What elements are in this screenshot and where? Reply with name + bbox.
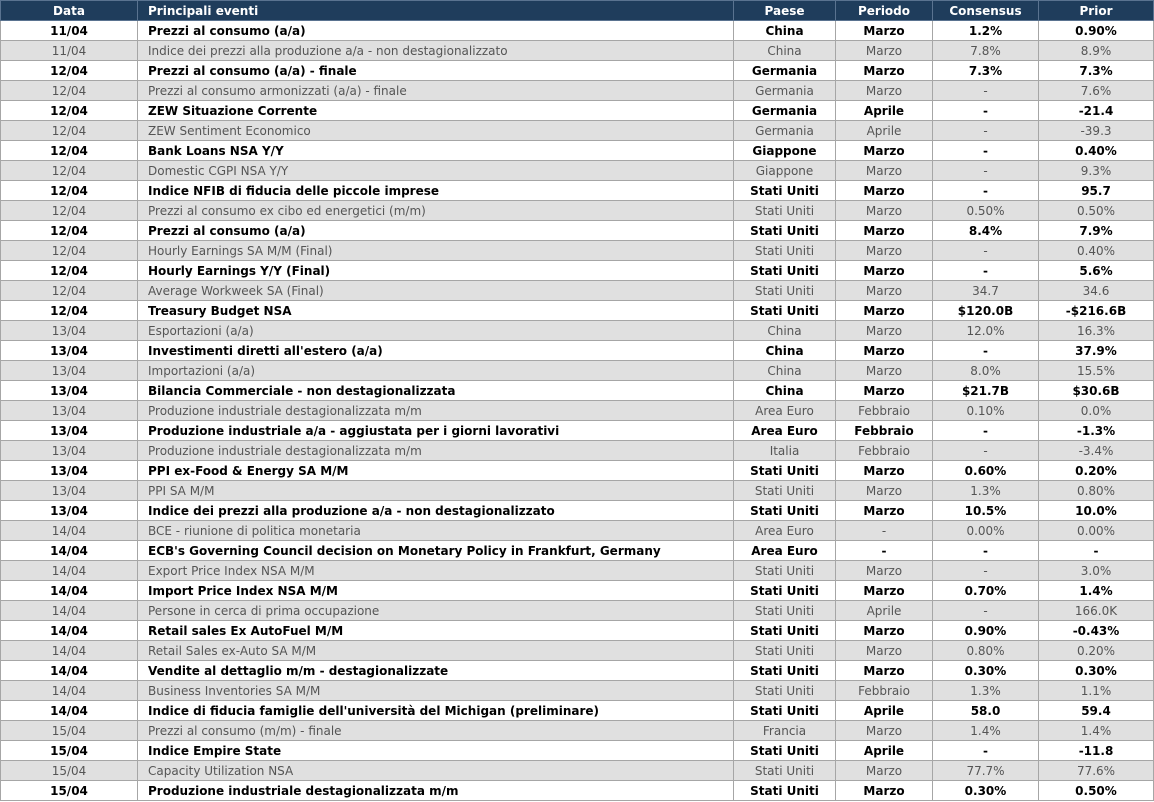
table-row [1,421,1154,441]
cell-country: Stati Uniti [734,561,836,581]
cell-date: 11/04 [1,41,138,61]
cell-event: Prezzi al consumo (a/a) [138,221,734,241]
cell-country: Germania [734,81,836,101]
cell-prior: 8.9% [1039,41,1154,61]
cell-event: ZEW Sentiment Economico [138,121,734,141]
cell-period: - [836,541,933,561]
cell-period: Febbraio [836,421,933,441]
cell-prior: - [1039,541,1154,561]
table-row [1,221,1154,241]
cell-consensus: - [933,241,1039,261]
cell-date: 14/04 [1,521,138,541]
cell-date: 13/04 [1,401,138,421]
table-row [1,701,1154,721]
cell-consensus: - [933,81,1039,101]
cell-period: Marzo [836,221,933,241]
cell-event: ECB's Governing Council decision on Monetary Policy in Frankfurt, Germany [138,541,734,561]
cell-consensus: 0.30% [933,661,1039,681]
cell-period: Marzo [836,561,933,581]
table-row [1,541,1154,561]
cell-prior: 10.0% [1039,501,1154,521]
cell-country: Stati Uniti [734,221,836,241]
cell-period: Febbraio [836,441,933,461]
cell-prior: 37.9% [1039,341,1154,361]
cell-prior: 3.0% [1039,561,1154,581]
cell-date: 12/04 [1,201,138,221]
cell-consensus: - [933,261,1039,281]
cell-country: Area Euro [734,521,836,541]
header-prior: Prior [1039,1,1154,21]
cell-prior: -1.3% [1039,421,1154,441]
cell-prior: 0.20% [1039,641,1154,661]
cell-period: Marzo [836,241,933,261]
cell-event: Bank Loans NSA Y/Y [138,141,734,161]
cell-prior: -3.4% [1039,441,1154,461]
cell-period: Marzo [836,301,933,321]
cell-consensus: 1.4% [933,721,1039,741]
cell-period: Marzo [836,501,933,521]
cell-event: Prezzi al consumo (a/a) - finale [138,61,734,81]
cell-period: - [836,521,933,541]
cell-event: Domestic CGPI NSA Y/Y [138,161,734,181]
cell-event: Prezzi al consumo (a/a) [138,21,734,41]
cell-date: 12/04 [1,241,138,261]
header-consensus: Consensus [933,1,1039,21]
cell-consensus: - [933,601,1039,621]
cell-consensus: - [933,101,1039,121]
cell-event: ZEW Situazione Corrente [138,101,734,121]
cell-date: 14/04 [1,641,138,661]
cell-date: 13/04 [1,461,138,481]
cell-period: Marzo [836,41,933,61]
cell-period: Marzo [836,181,933,201]
cell-country: China [734,361,836,381]
cell-consensus: - [933,141,1039,161]
cell-period: Marzo [836,21,933,41]
cell-consensus: $120.0B [933,301,1039,321]
cell-period: Marzo [836,341,933,361]
cell-country: Stati Uniti [734,241,836,261]
cell-event: Indice dei prezzi alla produzione a/a - non destagionalizzato [138,41,734,61]
cell-period: Marzo [836,321,933,341]
cell-event: Persone in cerca di prima occupazione [138,601,734,621]
cell-consensus: - [933,121,1039,141]
cell-prior: 0.40% [1039,141,1154,161]
table-row [1,661,1154,681]
table-row [1,681,1154,701]
cell-prior: 95.7 [1039,181,1154,201]
cell-consensus: 10.5% [933,501,1039,521]
cell-consensus: - [933,741,1039,761]
table-row [1,721,1154,741]
cell-consensus: 0.80% [933,641,1039,661]
cell-date: 14/04 [1,601,138,621]
cell-date: 13/04 [1,481,138,501]
cell-date: 13/04 [1,441,138,461]
cell-country: Stati Uniti [734,481,836,501]
cell-event: Produzione industriale a/a - aggiustata per i giorni lavorativi [138,421,734,441]
cell-period: Marzo [836,581,933,601]
cell-country: Stati Uniti [734,661,836,681]
cell-event: Prezzi al consumo armonizzati (a/a) - finale [138,81,734,101]
table-row [1,21,1154,41]
cell-period: Marzo [836,761,933,781]
table-row [1,581,1154,601]
cell-date: 14/04 [1,661,138,681]
cell-event: Hourly Earnings Y/Y (Final) [138,261,734,281]
cell-date: 12/04 [1,161,138,181]
cell-consensus: - [933,161,1039,181]
cell-event: Prezzi al consumo ex cibo ed energetici (m/m) [138,201,734,221]
cell-prior: -11.8 [1039,741,1154,761]
cell-prior: 0.80% [1039,481,1154,501]
cell-consensus: 12.0% [933,321,1039,341]
cell-consensus: - [933,341,1039,361]
cell-country: Stati Uniti [734,181,836,201]
cell-prior: 16.3% [1039,321,1154,341]
cell-country: Stati Uniti [734,201,836,221]
header-country: Paese [734,1,836,21]
cell-date: 13/04 [1,501,138,521]
cell-date: 14/04 [1,681,138,701]
cell-prior: $30.6B [1039,381,1154,401]
cell-country: Stati Uniti [734,581,836,601]
table-row [1,81,1154,101]
cell-event: Hourly Earnings SA M/M (Final) [138,241,734,261]
cell-prior: 1.4% [1039,721,1154,741]
table-row [1,301,1154,321]
cell-date: 14/04 [1,621,138,641]
cell-consensus: - [933,541,1039,561]
table-row [1,561,1154,581]
cell-event: Indice NFIB di fiducia delle piccole imprese [138,181,734,201]
cell-date: 12/04 [1,221,138,241]
cell-event: Treasury Budget NSA [138,301,734,321]
cell-prior: 0.0% [1039,401,1154,421]
cell-date: 12/04 [1,81,138,101]
cell-period: Marzo [836,781,933,801]
cell-consensus: 34.7 [933,281,1039,301]
cell-consensus: 7.3% [933,61,1039,81]
cell-prior: 7.9% [1039,221,1154,241]
cell-period: Marzo [836,721,933,741]
table-row [1,101,1154,121]
cell-event: Investimenti diretti all'estero (a/a) [138,341,734,361]
table-row [1,501,1154,521]
cell-date: 15/04 [1,721,138,741]
cell-date: 14/04 [1,581,138,601]
cell-date: 15/04 [1,761,138,781]
cell-country: Stati Uniti [734,621,836,641]
cell-date: 12/04 [1,261,138,281]
table-row [1,741,1154,761]
cell-country: Stati Uniti [734,781,836,801]
cell-event: Indice di fiducia famiglie dell'università del Michigan (preliminare) [138,701,734,721]
table-row [1,401,1154,421]
cell-consensus: 1.2% [933,21,1039,41]
table-row [1,641,1154,661]
cell-country: China [734,41,836,61]
cell-country: Stati Uniti [734,681,836,701]
cell-country: China [734,381,836,401]
cell-consensus: 8.4% [933,221,1039,241]
cell-period: Aprile [836,121,933,141]
cell-period: Marzo [836,81,933,101]
cell-country: Stati Uniti [734,641,836,661]
cell-country: Francia [734,721,836,741]
cell-date: 12/04 [1,181,138,201]
cell-period: Marzo [836,361,933,381]
cell-country: Giappone [734,141,836,161]
cell-period: Marzo [836,61,933,81]
cell-country: Area Euro [734,541,836,561]
cell-date: 15/04 [1,741,138,761]
cell-country: Italia [734,441,836,461]
cell-prior: 0.30% [1039,661,1154,681]
table-row [1,141,1154,161]
cell-event: Produzione industriale destagionalizzata m/m [138,401,734,421]
table-row [1,441,1154,461]
table-row [1,201,1154,221]
table-body [1,21,1154,801]
cell-period: Marzo [836,141,933,161]
cell-consensus: 7.8% [933,41,1039,61]
header-period: Periodo [836,1,933,21]
cell-country: Germania [734,61,836,81]
table-row [1,261,1154,281]
cell-period: Marzo [836,261,933,281]
table-row [1,61,1154,81]
cell-period: Marzo [836,461,933,481]
cell-period: Marzo [836,381,933,401]
cell-event: Bilancia Commerciale - non destagionalizzata [138,381,734,401]
cell-country: China [734,341,836,361]
cell-country: Stati Uniti [734,461,836,481]
cell-date: 15/04 [1,781,138,801]
cell-date: 12/04 [1,141,138,161]
cell-period: Aprile [836,601,933,621]
cell-date: 14/04 [1,541,138,561]
cell-event: Produzione industriale destagionalizzata m/m [138,441,734,461]
cell-event: Average Workweek SA (Final) [138,281,734,301]
cell-prior: 166.0K [1039,601,1154,621]
cell-date: 12/04 [1,281,138,301]
table-row [1,761,1154,781]
table-row [1,161,1154,181]
cell-country: Germania [734,101,836,121]
cell-prior: 0.50% [1039,781,1154,801]
cell-consensus: $21.7B [933,381,1039,401]
cell-prior: 77.6% [1039,761,1154,781]
cell-event: Indice dei prezzi alla produzione a/a - non destagionalizzato [138,501,734,521]
cell-date: 13/04 [1,421,138,441]
cell-event: Esportazioni (a/a) [138,321,734,341]
table-row [1,461,1154,481]
cell-date: 11/04 [1,21,138,41]
cell-country: Stati Uniti [734,501,836,521]
cell-consensus: - [933,561,1039,581]
table-row [1,281,1154,301]
cell-consensus: 0.10% [933,401,1039,421]
cell-prior: 34.6 [1039,281,1154,301]
cell-period: Marzo [836,621,933,641]
cell-period: Marzo [836,281,933,301]
cell-date: 13/04 [1,381,138,401]
cell-country: Stati Uniti [734,601,836,621]
cell-consensus: 1.3% [933,681,1039,701]
cell-country: Area Euro [734,401,836,421]
cell-prior: -39.3 [1039,121,1154,141]
cell-period: Marzo [836,201,933,221]
table-row [1,601,1154,621]
table-row [1,481,1154,501]
cell-date: 13/04 [1,341,138,361]
cell-consensus: 8.0% [933,361,1039,381]
table-row [1,781,1154,801]
table-row [1,181,1154,201]
cell-date: 12/04 [1,101,138,121]
cell-country: Giappone [734,161,836,181]
cell-event: Retail sales Ex AutoFuel M/M [138,621,734,641]
cell-period: Aprile [836,101,933,121]
cell-consensus: 0.70% [933,581,1039,601]
cell-event: Export Price Index NSA M/M [138,561,734,581]
cell-consensus: - [933,441,1039,461]
cell-event: Import Price Index NSA M/M [138,581,734,601]
table-row [1,521,1154,541]
table-row [1,321,1154,341]
cell-consensus: 77.7% [933,761,1039,781]
cell-period: Aprile [836,701,933,721]
cell-country: Area Euro [734,421,836,441]
cell-prior: 0.90% [1039,21,1154,41]
cell-consensus: 0.30% [933,781,1039,801]
cell-country: Stati Uniti [734,741,836,761]
cell-country: Stati Uniti [734,281,836,301]
cell-consensus: - [933,181,1039,201]
cell-prior: 9.3% [1039,161,1154,181]
table-row [1,381,1154,401]
cell-event: Vendite al dettaglio m/m - destagionalizzate [138,661,734,681]
table-row [1,241,1154,261]
cell-prior: 0.20% [1039,461,1154,481]
cell-consensus: 0.90% [933,621,1039,641]
cell-event: Importazioni (a/a) [138,361,734,381]
cell-prior: 0.00% [1039,521,1154,541]
cell-event: Business Inventories SA M/M [138,681,734,701]
cell-consensus: - [933,421,1039,441]
cell-event: Retail Sales ex-Auto SA M/M [138,641,734,661]
cell-prior: 1.1% [1039,681,1154,701]
cell-consensus: 58.0 [933,701,1039,721]
cell-prior: -0.43% [1039,621,1154,641]
cell-country: China [734,21,836,41]
cell-consensus: 1.3% [933,481,1039,501]
cell-event: BCE - riunione di politica monetaria [138,521,734,541]
table-row [1,361,1154,381]
cell-period: Marzo [836,661,933,681]
cell-date: 13/04 [1,361,138,381]
cell-event: Prezzi al consumo (m/m) - finale [138,721,734,741]
cell-prior: 0.40% [1039,241,1154,261]
cell-country: Stati Uniti [734,701,836,721]
table-row [1,621,1154,641]
cell-prior: 0.50% [1039,201,1154,221]
cell-period: Marzo [836,641,933,661]
header-date: Data [1,1,138,21]
cell-consensus: 0.60% [933,461,1039,481]
cell-date: 12/04 [1,301,138,321]
cell-prior: 5.6% [1039,261,1154,281]
cell-event: PPI ex-Food & Energy SA M/M [138,461,734,481]
cell-country: Stati Uniti [734,261,836,281]
cell-prior: 7.3% [1039,61,1154,81]
cell-date: 14/04 [1,561,138,581]
cell-period: Febbraio [836,401,933,421]
cell-event: Produzione industriale destagionalizzata m/m [138,781,734,801]
cell-date: 12/04 [1,61,138,81]
table-row [1,341,1154,361]
table-row [1,41,1154,61]
cell-prior: 1.4% [1039,581,1154,601]
cell-prior: -21.4 [1039,101,1154,121]
cell-date: 14/04 [1,701,138,721]
cell-prior: 7.6% [1039,81,1154,101]
cell-country: Germania [734,121,836,141]
header-event: Principali eventi [138,1,734,21]
cell-date: 12/04 [1,121,138,141]
cell-country: China [734,321,836,341]
table-header-row [1,1,1154,21]
cell-consensus: 0.50% [933,201,1039,221]
table-row [1,121,1154,141]
cell-period: Aprile [836,741,933,761]
cell-country: Stati Uniti [734,761,836,781]
cell-period: Marzo [836,161,933,181]
cell-prior: 15.5% [1039,361,1154,381]
cell-country: Stati Uniti [734,301,836,321]
cell-prior: 59.4 [1039,701,1154,721]
cell-period: Febbraio [836,681,933,701]
cell-event: Indice Empire State [138,741,734,761]
cell-event: PPI SA M/M [138,481,734,501]
cell-prior: -$216.6B [1039,301,1154,321]
cell-event: Capacity Utilization NSA [138,761,734,781]
cell-date: 13/04 [1,321,138,341]
cell-consensus: 0.00% [933,521,1039,541]
cell-period: Marzo [836,481,933,501]
